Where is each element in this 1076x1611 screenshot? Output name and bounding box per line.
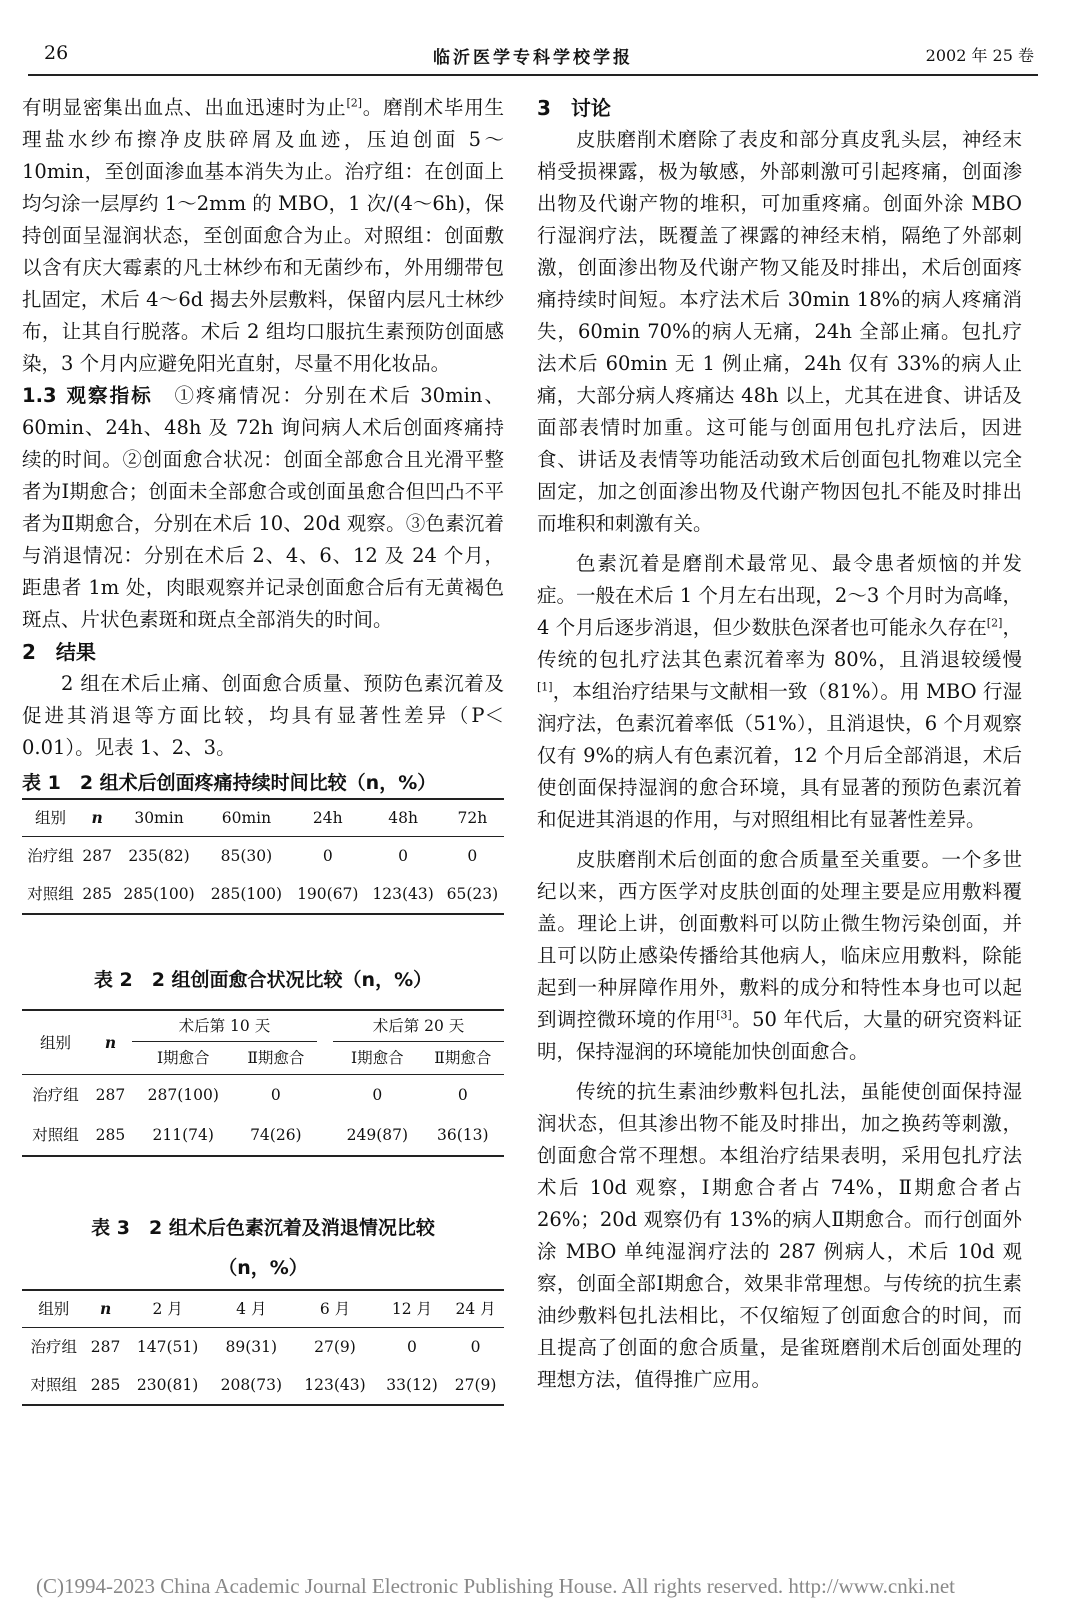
discussion-paragraph: 皮肤磨削术磨除了表皮和部分真皮乳头层，神经末梢受损裸露，极为敏感，外部刺激可引起疼痛，创面渗出物及代谢产物的堆积，可加重疼痛。创面外涂 MBO 行湿润疗法，既覆盖了裸露的神经末梢，隔绝了外部刺激，创面渗出物及代谢产物又能及时排出，术后创面疼痛持续时间短。本疗法术后 30min 18%的病人疼痛消失，60min 70%的病人无痛，24h 全部止痛。包扎疗法术后 60min 无 1 例止痛，24h 仅有 33%的病人止痛，大部分病人疼痛达 48h 以上，尤其在进食、讲话及面部表情时加重。这可能与创面用包扎疗法后，因进食、讲话及表情等功能活动致术后创面包扎物难以完全固定，加之创面渗出物及代谢产物因包扎不能及时排出而堆积和刺激有关。	[537, 128, 1022, 535]
table-3	[22, 1289, 504, 1406]
table-header-row: 组别 n 术后第 10 天 术后第 20 天	[22, 1010, 504, 1042]
table-subheader-row: Ⅰ期愈合 Ⅱ期愈合 Ⅰ期愈合 Ⅱ期愈合	[22, 1042, 504, 1075]
section-title: 观察指标	[64, 384, 153, 407]
page-header	[28, 40, 1038, 76]
page-number: 26	[44, 42, 69, 64]
citation: [2]	[986, 616, 1003, 630]
table-2-caption: 表 2 2 组创面愈合状况比较（n，%）	[93, 969, 433, 991]
citation: [2]	[346, 96, 363, 110]
table-1-caption: 表 1 2 组术后创面疼痛持续时间比较（n，%）	[22, 772, 437, 794]
discussion-paragraph: 色素沉着是磨削术最常见、最令患者烦恼的并发症。一般在术后 1 个月左右出现，2～3 个月时为高峰，4 个月后逐步消退，但少数肤色深者也可能永久存在[2]，传统的包扎疗法其色素沉着率为 80%，且消退较缓慢[1]，本组治疗结果与文献相一致（81%）。用 MBO 行湿润疗法，色素沉着率低（51%），且消退快，6 个月观察仅有 9%的病人有色素沉着，12 个月后全部消退，术后使创面保持湿润的愈合环境，具有显著的预防色素沉着和促进其消退的作用，与对照组相比有显著性差异。	[537, 552, 1022, 831]
section-1-3: 1.3 观察指标 ①疼痛情况：分别在术后 30min、60min、24h、48h 及 72h 询问病人术后创面疼痛持续的时间。②创面愈合状况：创面全部愈合且光滑平整者为Ⅰ期愈合；创面未全部愈合或创面虽愈合但凹凸不平者为Ⅱ期愈合，分别在术后 10、20d 观察。③色素沉着与消退情况：分别在术后 2、4、6、12 及 24 个月，距患者 1m 处，肉眼观察并记录创面愈合后有无黄褐色斑点、片状色素斑和斑点全部消失的时间。	[22, 384, 504, 631]
copyright-footer: (C)1994-2023 China Academic Journal Electronic Publishing House. All rights reserved. http://www.cnki.net	[36, 1574, 955, 1598]
right-column	[537, 92, 1022, 1396]
section-2-heading: 2 结果	[22, 640, 96, 664]
table-row: 治疗组 287 147(51) 89(31) 27(9) 0 0	[30, 1338, 481, 1356]
citation: [3]	[716, 1008, 732, 1022]
table-header-row: 组别 n 30min 60min 24h 48h 72h	[22, 799, 504, 837]
table-header-row: 组别 n 2 月 4 月 6 月 12 月 24 月	[22, 1290, 504, 1328]
left-column	[22, 92, 504, 1406]
results-paragraph: 2 组在术后止痛、创面愈合质量、预防色素沉着及促进其消退等方面比较，均具有显著性差异（P＜0.01）。见表 1、2、3。	[22, 672, 504, 759]
table-row: 对照组 285 230(81) 208(73) 123(43) 33(12) 27(9)	[22, 1366, 504, 1405]
table-3-caption-units: （n，%）	[218, 1257, 308, 1279]
journal-title: 临沂医学专科学校学报	[433, 48, 633, 68]
table-row: 对照组 285 211(74) 74(26) 249(87) 36(13)	[22, 1115, 504, 1156]
discussion-paragraph: 传统的抗生素油纱敷料包扎法，虽能使创面保持湿润状态，但其渗出物不能及时排出，加之换药等刺激，创面愈合常不理想。本组治疗结果表明，采用包扎疗法术后 10d 观察，Ⅰ期愈合者占 74%，Ⅱ期愈合者占 26%；20d 观察仍有 13%的病人Ⅱ期愈合。而行创面外涂 MBO 单纯湿润疗法的 287 例病人，术后 10d 观察，创面全部Ⅰ期愈合，效果非常理想。与传统的抗生素油纱敷料包扎法相比，不仅缩短了创面愈合的时间，而且提高了创面的愈合质量，是雀斑磨削术后创面处理的理想方法，值得推广应用。	[537, 1080, 1022, 1391]
table-3-caption: 表 3 2 组术后色素沉着及消退情况比较	[91, 1217, 435, 1239]
methods-paragraph: 有明显密集出血点、出血迅速时为止[2]。磨削术毕用生理盐水纱布擦净皮肤碎屑及血迹，压迫创面 5～10min，至创面渗血基本消失为止。治疗组：在创面上均匀涂一层厚约 1～2mm 的 MBO，1 次/(4～6h)，保持创面呈湿润状态，至创面愈合为止。对照组：创面敷以含有庆大霉素的凡士林纱布和无菌纱布，外用绷带包扎固定，术后 4～6d 揭去外层敷料，保留内层凡士林纱布，让其自行脱落。术后 2 组均口服抗生素预防创面感染，3 个月内应避免阳光直射，尽量不用化妆品。	[22, 96, 504, 375]
section-3-heading: 3 讨论	[537, 96, 611, 120]
discussion-paragraph: 皮肤磨削术后创面的愈合质量至关重要。一个多世纪以来，西方医学对皮肤创面的处理主要是应用敷料覆盖。理论上讲，创面敷料可以防止微生物污染创面，并且可以防止感染传播给其他病人，临床应用敷料，除能起到一种屏障作用外，敷料的成分和特性本身也可以起到调控微环境的作用[3]。50 年代后，大量的研究资料证明，保持湿润的环境能加快创面愈合。	[537, 848, 1022, 1063]
section-number: 1.3	[22, 384, 57, 407]
volume-label: 2002 年 25 卷	[925, 46, 1034, 65]
table-row: 治疗组 287 287(100) 0 0 0	[32, 1086, 468, 1104]
table-2	[22, 1009, 504, 1157]
table-row: 治疗组 287 235(82) 85(30) 0 0 0	[27, 847, 478, 865]
table-row: 对照组 285 285(100) 285(100) 190(67) 123(43) 65(23)	[22, 875, 504, 914]
citation: [1]	[537, 680, 553, 694]
table-1	[22, 798, 504, 915]
